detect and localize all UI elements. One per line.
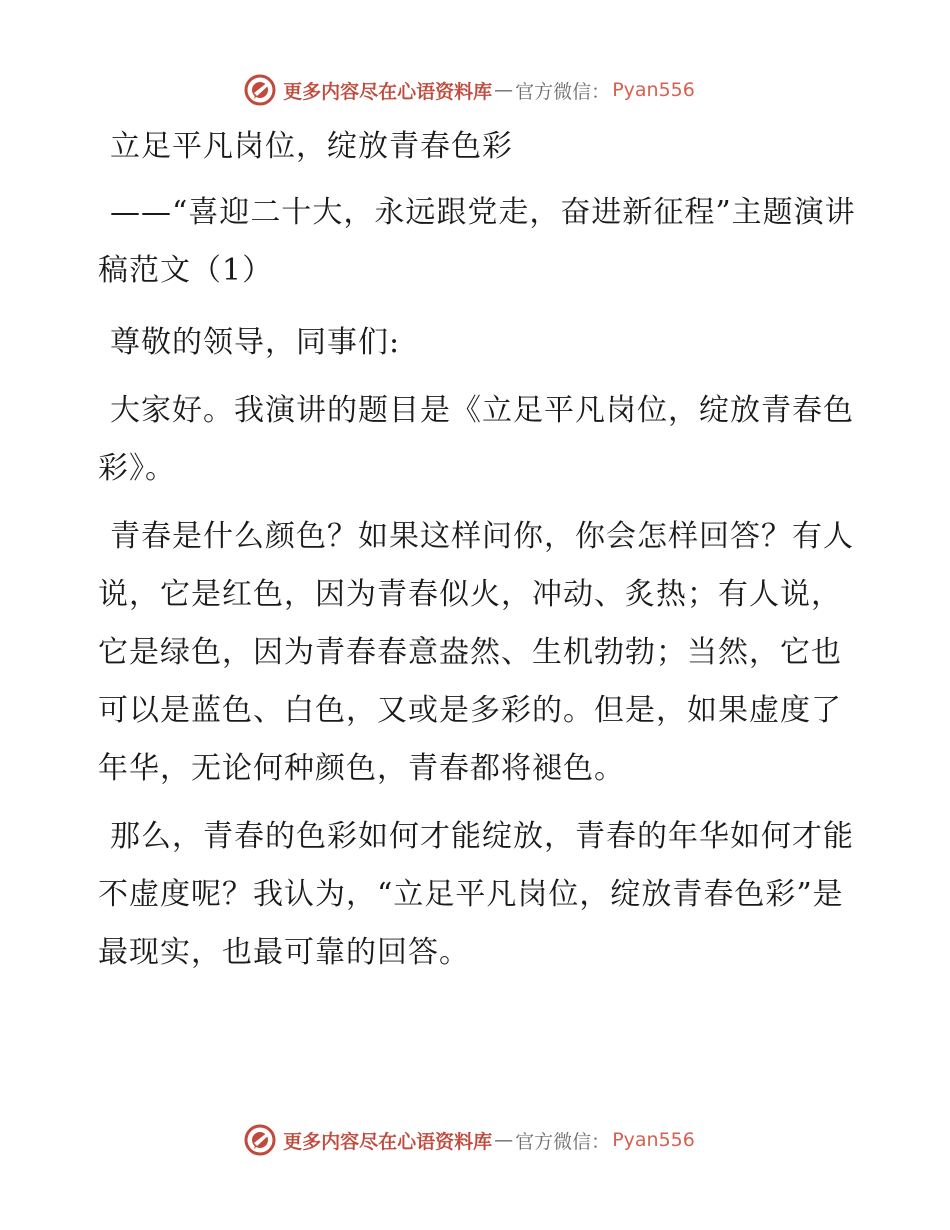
- document-title: 立足平凡岗位，绽放青春色彩: [110, 129, 513, 164]
- watermark-dash: —: [494, 1129, 514, 1151]
- document-body: [98, 118, 858, 992]
- paragraph-2: 青春是什么颜色？如果这样问你，你会怎样回答？有人说，它是红色，因为青春似火，冲动、炙热；有人说，它是绿色，因为青春春意盎然、生机勃勃；当然，它也可以是蓝色、白色，又或是多彩的。但是，如果虚度了年华，无论何种颜色，青春都将褪色。: [98, 519, 854, 786]
- footer-watermark: [0, 1120, 950, 1160]
- header-watermark: [0, 70, 950, 110]
- paragraph-1: 大家好。我演讲的题目是《立足平凡岗位，绽放青春色彩》。: [98, 393, 854, 486]
- paragraph-3: 那么，青春的色彩如何才能绽放，青春的年华如何才能不虚度呢？我认为，“立足平凡岗位，绽放青春色彩”是最现实，也最可靠的回答。: [98, 819, 854, 970]
- watermark-brand: 更多内容尽在心语资料库: [283, 1130, 493, 1153]
- brand-logo-icon: [243, 73, 277, 107]
- brand-logo-icon: [243, 1123, 277, 1157]
- watermark-dash: —: [494, 79, 514, 101]
- watermark-id: Pyan556: [612, 1129, 695, 1151]
- watermark-official: 官方微信：: [515, 1130, 611, 1153]
- salutation: 尊敬的领导，同事们:: [110, 325, 401, 360]
- document-subtitle: ——“喜迎二十大，永远跟党走，奋进新征程”主题演讲稿范文（1）: [98, 195, 856, 288]
- watermark-official: 官方微信：: [515, 80, 611, 103]
- watermark-id: Pyan556: [612, 79, 695, 101]
- watermark-brand: 更多内容尽在心语资料库: [283, 80, 493, 103]
